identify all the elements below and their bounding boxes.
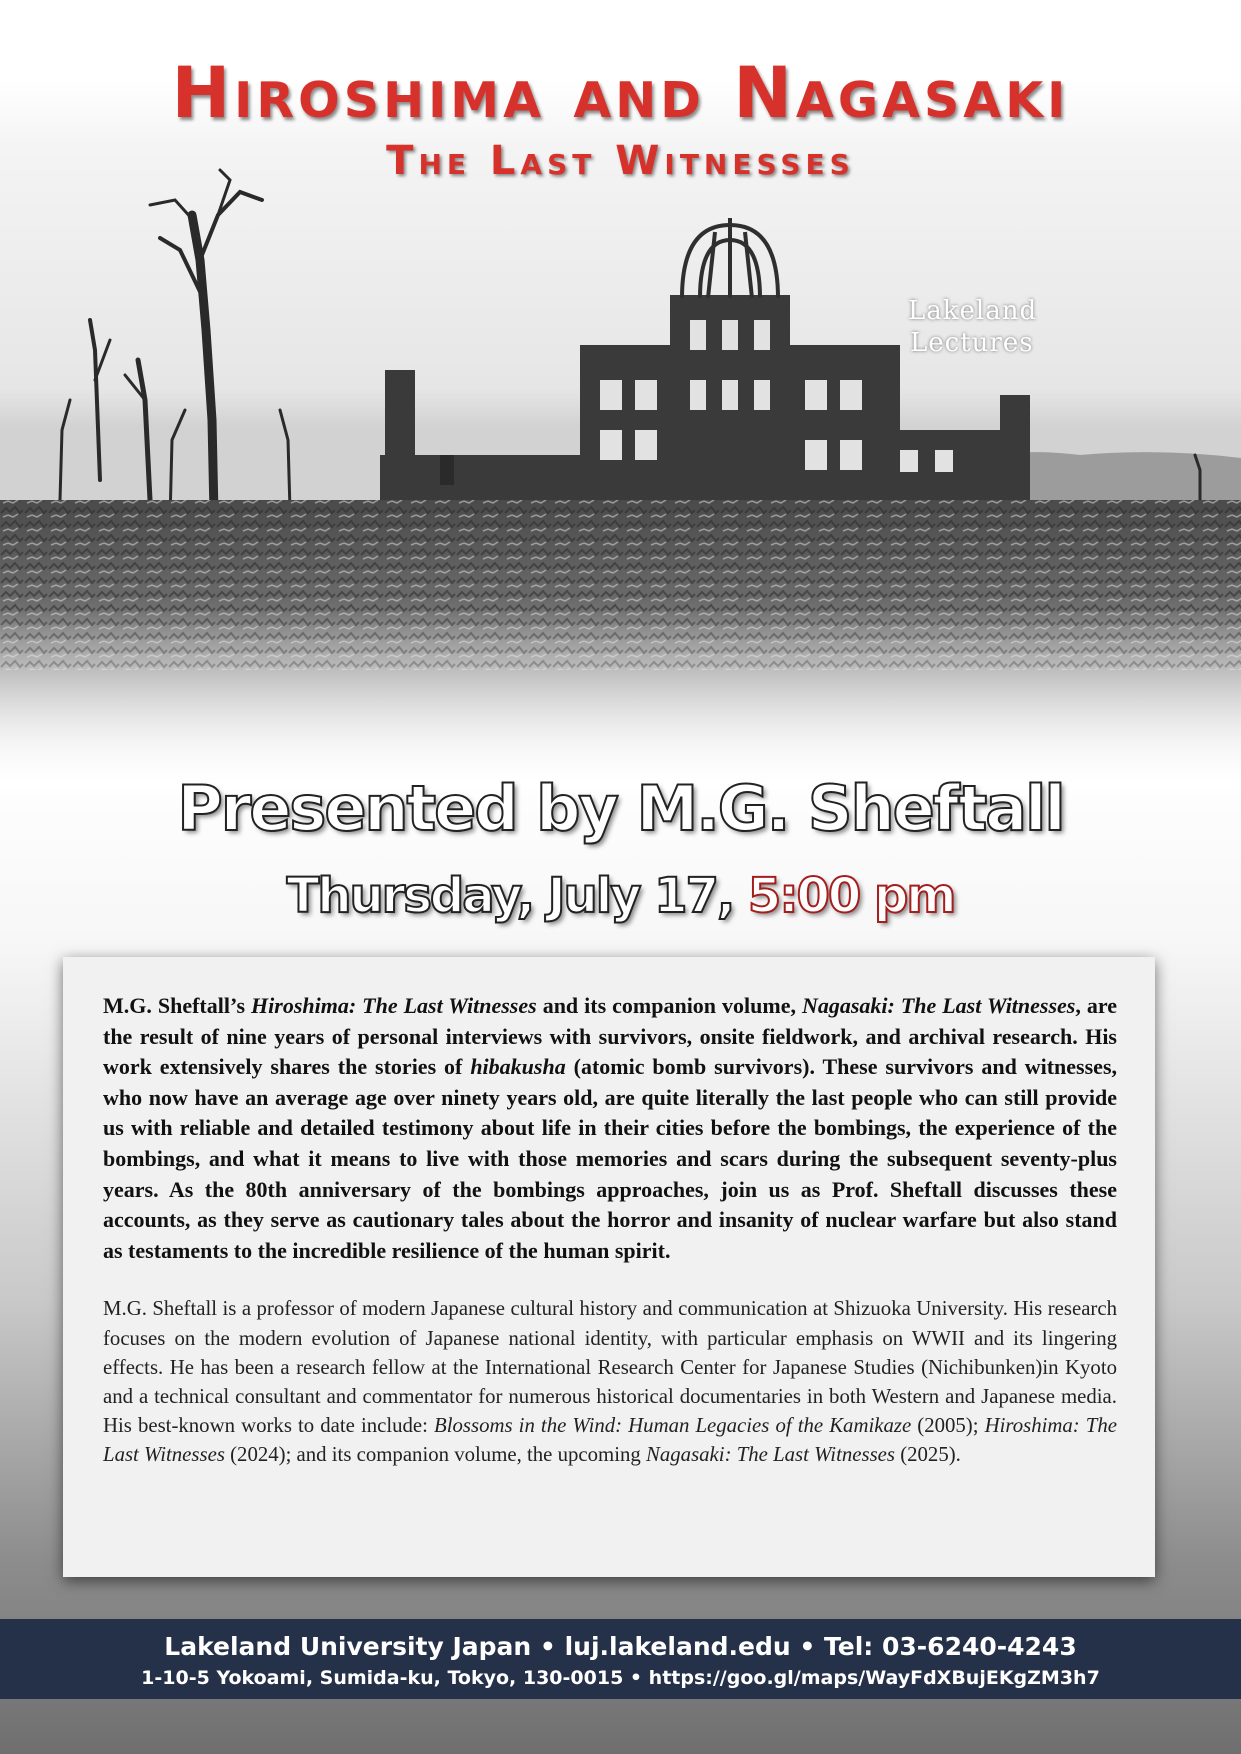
presenter-heading: Presented by M.G. Sheftall	[177, 772, 1064, 845]
bio-paragraph	[103, 1294, 1117, 1469]
p1-run: Hiroshima: The Last Witnesses	[251, 993, 537, 1018]
logo-line-1: Lakeland	[908, 296, 1038, 326]
p1-run: (atomic bomb survivors). These survivors and witnesses, who now have an average age over ninety years old, are quite literally the last people who can still provide us with reliable and detailed testimony about life in their cities before the bombings, the experience of the bombings, and what it means to live with those memories and scars during the subsequent seventy-plus years. As the 80th anniversary of the bombings approaches, join us as Prof. Sheftall discusses these accounts, as they serve as cautionary tales about the horror and insanity of nuclear warfare but also stand as testaments to the incredible resilience of the human spirit.	[103, 1054, 1118, 1263]
event-time: 5:00 pm	[747, 868, 955, 924]
p1-run: hibakusha	[470, 1054, 566, 1080]
poster-title: Hiroshima and Nagasaki	[171, 52, 1070, 134]
p2-run: Nagasaki: The Last Witnesses	[646, 1443, 895, 1467]
lakeland-lectures-logo	[898, 290, 1038, 370]
poster-subtitle: The Last Witnesses	[386, 138, 855, 184]
description-paragraph-1	[103, 991, 1117, 1266]
p2-run: (2024); and its companion volume, the upcoming	[224, 1443, 646, 1467]
p1-run: M.G. Sheftall’s	[103, 993, 252, 1018]
event-datetime	[0, 868, 1241, 924]
footer-address-line: 1-10-5 Yokoami, Sumida-ku, Tokyo, 130-0015 • https://goo.gl/maps/WayFdXBujEKgZM3h7	[141, 1667, 1100, 1689]
description-panel	[63, 957, 1155, 1577]
p1-run: Nagasaki: The Last Witnesses	[801, 993, 1076, 1018]
p1-run: , are the result of nine years of personal interviews with survivors, onsite fieldwork, and archival research. His work extensively shares the stories of	[103, 993, 1117, 1080]
p2-run: M.G. Sheftall is a professor of modern Japanese cultural history and communication at Shizuoka University. His research focuses on the modern evolution of Japanese national identity, with particular emphasis on WWII and its lingering effects. He has been a research fellow at the International Research Center for Japanese Studies (Nichibunken)in Kyoto and a technical consultant and commentator for numerous historical documentaries in both Western and Japanese media. His best-known works to date include:	[103, 1297, 1117, 1438]
logo-line-2: Lectures	[910, 328, 1034, 358]
hero-photo	[0, 0, 1241, 790]
p2-run: Hiroshima: The Last Witnesses	[103, 1414, 1117, 1467]
footer-bar	[0, 1619, 1241, 1699]
p2-run: Blossoms in the Wind: Human Legacies of the Kamikaze	[434, 1414, 912, 1438]
event-date: Thursday, July 17,	[286, 868, 734, 924]
p2-run: (2025).	[895, 1443, 961, 1467]
footer-contact-line: Lakeland University Japan • luj.lakeland.edu • Tel: 03-6240-4243	[164, 1632, 1077, 1661]
p1-run: and its companion volume,	[536, 993, 802, 1018]
p2-run: (2005);	[911, 1414, 985, 1438]
